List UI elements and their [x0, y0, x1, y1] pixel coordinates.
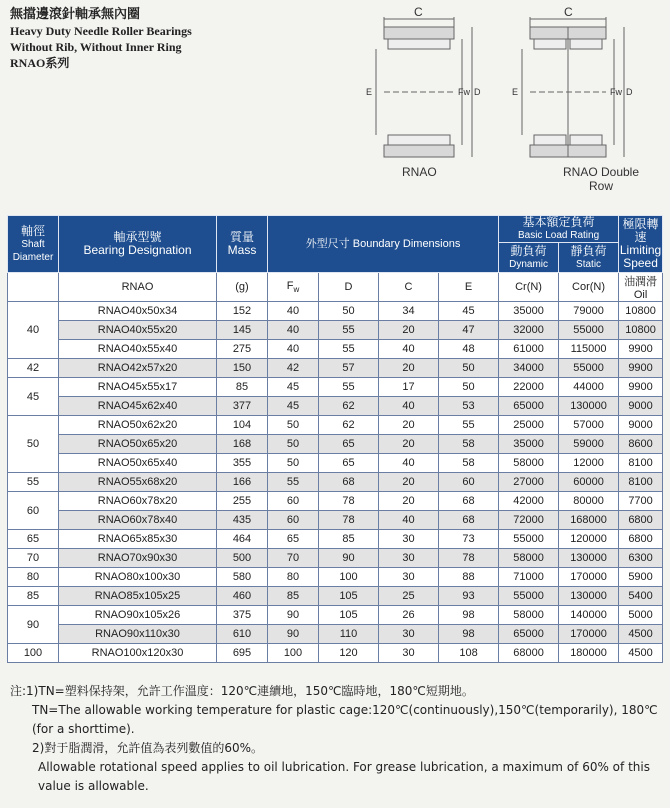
- table-cell: RNAO60x78x40: [59, 511, 217, 530]
- table-cell: 20: [379, 492, 439, 511]
- title-english-line1: Heavy Duty Needle Roller Bearings: [10, 24, 192, 38]
- table-cell: 25000: [499, 416, 559, 435]
- table-cell: 79000: [559, 302, 619, 321]
- notes-block: [10, 682, 660, 796]
- table-row: [8, 435, 663, 454]
- dim-c-label: C: [414, 5, 423, 19]
- rnao-drawing: [362, 5, 492, 175]
- title-english-line2: Without Rib, Without Inner Ring: [10, 40, 182, 54]
- shaft-diameter-cell: 65: [8, 530, 59, 549]
- table-cell: RNAO65x85x30: [59, 530, 217, 549]
- shaft-diameter-cell: 45: [8, 378, 59, 416]
- table-row: [8, 644, 663, 663]
- table-cell: 55: [268, 473, 319, 492]
- table-cell: 20: [379, 359, 439, 378]
- table-cell: 110: [319, 625, 379, 644]
- table-cell: 55: [319, 340, 379, 359]
- table-cell: 100: [319, 568, 379, 587]
- rnao-double-row-caption: RNAO Double Row: [562, 165, 640, 193]
- table-cell: 58: [439, 454, 499, 473]
- table-cell: 104: [217, 416, 268, 435]
- table-cell: 5400: [619, 587, 663, 606]
- table-cell: 255: [217, 492, 268, 511]
- table-cell: 26: [379, 606, 439, 625]
- table-cell: 61000: [499, 340, 559, 359]
- subheader-c: C: [379, 273, 439, 302]
- table-cell: 93: [439, 587, 499, 606]
- dim-e-label-double: E: [512, 87, 519, 97]
- table-cell: 98: [439, 606, 499, 625]
- note-1-english: TN=The allowable working temperature for plastic cage:120℃(continuously),150℃(temporarily), 180℃(for a shorttime).: [32, 703, 658, 736]
- table-cell: 50: [268, 416, 319, 435]
- table-cell: 68: [319, 473, 379, 492]
- table-row: [8, 454, 663, 473]
- table-cell: 168000: [559, 511, 619, 530]
- table-cell: 9900: [619, 340, 663, 359]
- table-cell: 40: [268, 321, 319, 340]
- table-cell: 20: [379, 416, 439, 435]
- table-cell: 140000: [559, 606, 619, 625]
- table-cell: 105: [319, 587, 379, 606]
- note-2-chinese: 2)對于脂潤滑，允許值為表列數值的60%。: [32, 741, 263, 755]
- table-cell: RNAO60x78x20: [59, 492, 217, 511]
- table-cell: RNAO70x90x30: [59, 549, 217, 568]
- table-cell: RNAO40x55x20: [59, 321, 217, 340]
- table-cell: 20: [379, 321, 439, 340]
- table-cell: 45: [439, 302, 499, 321]
- table-cell: RNAO45x62x40: [59, 397, 217, 416]
- table-cell: 65: [268, 530, 319, 549]
- table-cell: 20: [379, 473, 439, 492]
- table-cell: 145: [217, 321, 268, 340]
- table-cell: 7700: [619, 492, 663, 511]
- table-cell: 55000: [559, 359, 619, 378]
- table-cell: 105: [319, 606, 379, 625]
- table-cell: 166: [217, 473, 268, 492]
- table-cell: 55000: [559, 321, 619, 340]
- table-cell: 5900: [619, 568, 663, 587]
- shaft-diameter-cell: 80: [8, 568, 59, 587]
- table-cell: 73: [439, 530, 499, 549]
- table-cell: RNAO100x120x30: [59, 644, 217, 663]
- table-cell: 72000: [499, 511, 559, 530]
- table-cell: 68000: [499, 644, 559, 663]
- header-designation: 軸承型號 Bearing Designation: [59, 216, 217, 273]
- header-static: 靜負荷 Static: [559, 243, 619, 273]
- table-cell: 55: [319, 321, 379, 340]
- table-cell: 40: [379, 511, 439, 530]
- table-cell: 40: [379, 340, 439, 359]
- diagram-rnao-double-row: [510, 5, 650, 193]
- table-cell: 115000: [559, 340, 619, 359]
- table-cell: 85: [319, 530, 379, 549]
- table-cell: 34: [379, 302, 439, 321]
- header-boundary: 外型尺寸 Boundary Dimensions: [268, 216, 499, 273]
- shaft-diameter-cell: 50: [8, 416, 59, 473]
- table-cell: 9900: [619, 378, 663, 397]
- table-cell: 70: [268, 549, 319, 568]
- table-cell: RNAO50x65x20: [59, 435, 217, 454]
- table-row: [8, 416, 663, 435]
- table-cell: 10800: [619, 321, 663, 340]
- table-cell: 40: [268, 340, 319, 359]
- table-cell: 47: [439, 321, 499, 340]
- table-cell: 98: [439, 625, 499, 644]
- table-cell: 170000: [559, 568, 619, 587]
- table-cell: 168: [217, 435, 268, 454]
- table-cell: 48: [439, 340, 499, 359]
- table-row: [8, 473, 663, 492]
- subheader-d: D: [319, 273, 379, 302]
- spec-table-body: [8, 302, 663, 663]
- table-cell: RNAO40x50x34: [59, 302, 217, 321]
- shaft-diameter-cell: 90: [8, 606, 59, 644]
- table-cell: RNAO90x105x26: [59, 606, 217, 625]
- table-cell: RNAO85x105x25: [59, 587, 217, 606]
- table-cell: 55000: [499, 587, 559, 606]
- table-cell: 464: [217, 530, 268, 549]
- note-2-english: Allowable rotational speed applies to oil lubrication. For grease lubrication, a maximum of 60% of this value is allowable.: [38, 760, 650, 793]
- table-cell: 65000: [499, 397, 559, 416]
- table-cell: 60000: [559, 473, 619, 492]
- dim-e-label: E: [366, 87, 373, 97]
- table-cell: 610: [217, 625, 268, 644]
- table-cell: 22000: [499, 378, 559, 397]
- table-cell: 130000: [559, 397, 619, 416]
- table-cell: 8100: [619, 473, 663, 492]
- series-label: RNAO系列: [10, 56, 70, 70]
- table-cell: 8600: [619, 435, 663, 454]
- table-cell: 65: [319, 435, 379, 454]
- dim-fw-label-double: Fw: [610, 87, 622, 97]
- table-cell: 60: [268, 492, 319, 511]
- dim-c-label-double: C: [564, 5, 573, 19]
- dim-d-label: D: [474, 87, 481, 97]
- subheader-e: E: [439, 273, 499, 302]
- header-load-rating: 基本額定負荷 Basic Load Rating: [499, 216, 619, 243]
- table-cell: 275: [217, 340, 268, 359]
- table-row: [8, 511, 663, 530]
- header-speed: 極限轉速 Limiting Speed: [619, 216, 663, 273]
- table-cell: 58000: [499, 454, 559, 473]
- table-cell: 35000: [499, 435, 559, 454]
- table-cell: 60: [439, 473, 499, 492]
- table-cell: 32000: [499, 321, 559, 340]
- table-row: [8, 302, 663, 321]
- table-cell: 40: [379, 454, 439, 473]
- table-row: [8, 606, 663, 625]
- table-cell: 58000: [499, 606, 559, 625]
- table-cell: 20: [379, 435, 439, 454]
- table-cell: 108: [439, 644, 499, 663]
- table-cell: 53: [439, 397, 499, 416]
- table-cell: 460: [217, 587, 268, 606]
- table-cell: 435: [217, 511, 268, 530]
- table-cell: 8100: [619, 454, 663, 473]
- table-row: [8, 568, 663, 587]
- table-cell: 34000: [499, 359, 559, 378]
- table-cell: 68: [439, 511, 499, 530]
- table-cell: 40: [268, 302, 319, 321]
- table-cell: 30: [379, 568, 439, 587]
- shaft-diameter-cell: 85: [8, 587, 59, 606]
- table-cell: RNAO40x55x40: [59, 340, 217, 359]
- shaft-diameter-cell: 70: [8, 549, 59, 568]
- table-cell: RNAO55x68x20: [59, 473, 217, 492]
- table-cell: 55: [319, 378, 379, 397]
- table-cell: 55: [439, 416, 499, 435]
- table-cell: 100: [268, 644, 319, 663]
- table-cell: 80000: [559, 492, 619, 511]
- table-cell: 59000: [559, 435, 619, 454]
- table-cell: 9000: [619, 397, 663, 416]
- table-cell: 78: [319, 511, 379, 530]
- table-cell: 5000: [619, 606, 663, 625]
- note-1-chinese: 注:1)TN=塑料保持架，允許工作溫度：120℃連續地，150℃臨時地，180℃短期地。: [10, 684, 474, 698]
- table-cell: 65: [319, 454, 379, 473]
- table-cell: 30: [379, 644, 439, 663]
- table-cell: 50: [439, 378, 499, 397]
- table-cell: 6800: [619, 530, 663, 549]
- table-cell: RNAO42x57x20: [59, 359, 217, 378]
- table-cell: 130000: [559, 587, 619, 606]
- table-cell: RNAO45x55x17: [59, 378, 217, 397]
- header-dynamic: 動負荷 Dynamic: [499, 243, 559, 273]
- table-row: [8, 397, 663, 416]
- table-cell: 62: [319, 397, 379, 416]
- table-cell: 55000: [499, 530, 559, 549]
- table-cell: 85: [217, 378, 268, 397]
- header-mass: 質量 Mass: [217, 216, 268, 273]
- table-cell: 40: [379, 397, 439, 416]
- table-cell: 120: [319, 644, 379, 663]
- table-cell: 78: [319, 492, 379, 511]
- table-cell: RNAO50x62x20: [59, 416, 217, 435]
- table-cell: 6300: [619, 549, 663, 568]
- table-cell: 9000: [619, 416, 663, 435]
- table-cell: 50: [268, 435, 319, 454]
- subheader-row: [8, 273, 663, 302]
- table-cell: 90: [319, 549, 379, 568]
- table-cell: 88: [439, 568, 499, 587]
- table-cell: 377: [217, 397, 268, 416]
- table-cell: 6800: [619, 511, 663, 530]
- table-cell: 152: [217, 302, 268, 321]
- table-row: [8, 378, 663, 397]
- shaft-diameter-cell: 100: [8, 644, 59, 663]
- table-cell: 27000: [499, 473, 559, 492]
- table-cell: 375: [217, 606, 268, 625]
- subheader-cr: Cr(N): [499, 273, 559, 302]
- table-cell: 50: [439, 359, 499, 378]
- dim-fw-label: Fw: [458, 87, 470, 97]
- table-cell: 78: [439, 549, 499, 568]
- table-cell: RNAO90x110x30: [59, 625, 217, 644]
- shaft-diameter-cell: 42: [8, 359, 59, 378]
- table-cell: 17: [379, 378, 439, 397]
- table-cell: 85: [268, 587, 319, 606]
- table-cell: 50: [319, 302, 379, 321]
- table-cell: 42: [268, 359, 319, 378]
- table-cell: 120000: [559, 530, 619, 549]
- header-block: [10, 6, 192, 71]
- table-cell: RNAO50x65x40: [59, 454, 217, 473]
- table-cell: 30: [379, 625, 439, 644]
- table-row: [8, 340, 663, 359]
- title-chinese: 無擋邊滾針軸承無內圈: [10, 7, 141, 22]
- dim-d-label-double: D: [626, 87, 633, 97]
- table-cell: 71000: [499, 568, 559, 587]
- table-cell: 50: [268, 454, 319, 473]
- table-row: [8, 587, 663, 606]
- subheader-fw: $F_w$: [268, 273, 319, 302]
- table-cell: 57000: [559, 416, 619, 435]
- table-cell: 90: [268, 606, 319, 625]
- table-cell: 30: [379, 530, 439, 549]
- table-cell: 58: [439, 435, 499, 454]
- table-row: [8, 549, 663, 568]
- table-cell: 80: [268, 568, 319, 587]
- table-row: [8, 530, 663, 549]
- rnao-caption: RNAO: [402, 165, 437, 179]
- table-cell: 90: [268, 625, 319, 644]
- table-row: [8, 359, 663, 378]
- table-cell: 170000: [559, 625, 619, 644]
- table-cell: 695: [217, 644, 268, 663]
- shaft-diameter-cell: 60: [8, 492, 59, 530]
- table-row: [8, 492, 663, 511]
- subheader-speed: 油潤滑 Oil: [619, 273, 663, 302]
- shaft-diameter-cell: 55: [8, 473, 59, 492]
- bearing-spec-table: [7, 215, 663, 663]
- table-row: [8, 321, 663, 340]
- diagram-rnao: [362, 5, 492, 179]
- table-cell: 4500: [619, 644, 663, 663]
- table-cell: 60: [268, 511, 319, 530]
- table-cell: 57: [319, 359, 379, 378]
- table-cell: 10800: [619, 302, 663, 321]
- subheader-cor: Cor(N): [559, 273, 619, 302]
- table-cell: 580: [217, 568, 268, 587]
- subheader-designation: RNAO: [59, 273, 217, 302]
- table-cell: 30: [379, 549, 439, 568]
- table-cell: 12000: [559, 454, 619, 473]
- table-cell: 500: [217, 549, 268, 568]
- table-cell: 9900: [619, 359, 663, 378]
- table-cell: 44000: [559, 378, 619, 397]
- subheader-mass: (g): [217, 273, 268, 302]
- table-cell: 45: [268, 378, 319, 397]
- table-cell: RNAO80x100x30: [59, 568, 217, 587]
- table-cell: 150: [217, 359, 268, 378]
- table-cell: 68: [439, 492, 499, 511]
- table-cell: 180000: [559, 644, 619, 663]
- table-cell: 355: [217, 454, 268, 473]
- header-shaft: 軸徑 Shaft Diameter: [8, 216, 59, 273]
- table-cell: 65000: [499, 625, 559, 644]
- table-row: [8, 625, 663, 644]
- table-cell: 130000: [559, 549, 619, 568]
- table-cell: 25: [379, 587, 439, 606]
- table-cell: 35000: [499, 302, 559, 321]
- table-cell: 42000: [499, 492, 559, 511]
- table-cell: 45: [268, 397, 319, 416]
- table-cell: 4500: [619, 625, 663, 644]
- table-cell: 58000: [499, 549, 559, 568]
- table-cell: 62: [319, 416, 379, 435]
- shaft-diameter-cell: 40: [8, 302, 59, 359]
